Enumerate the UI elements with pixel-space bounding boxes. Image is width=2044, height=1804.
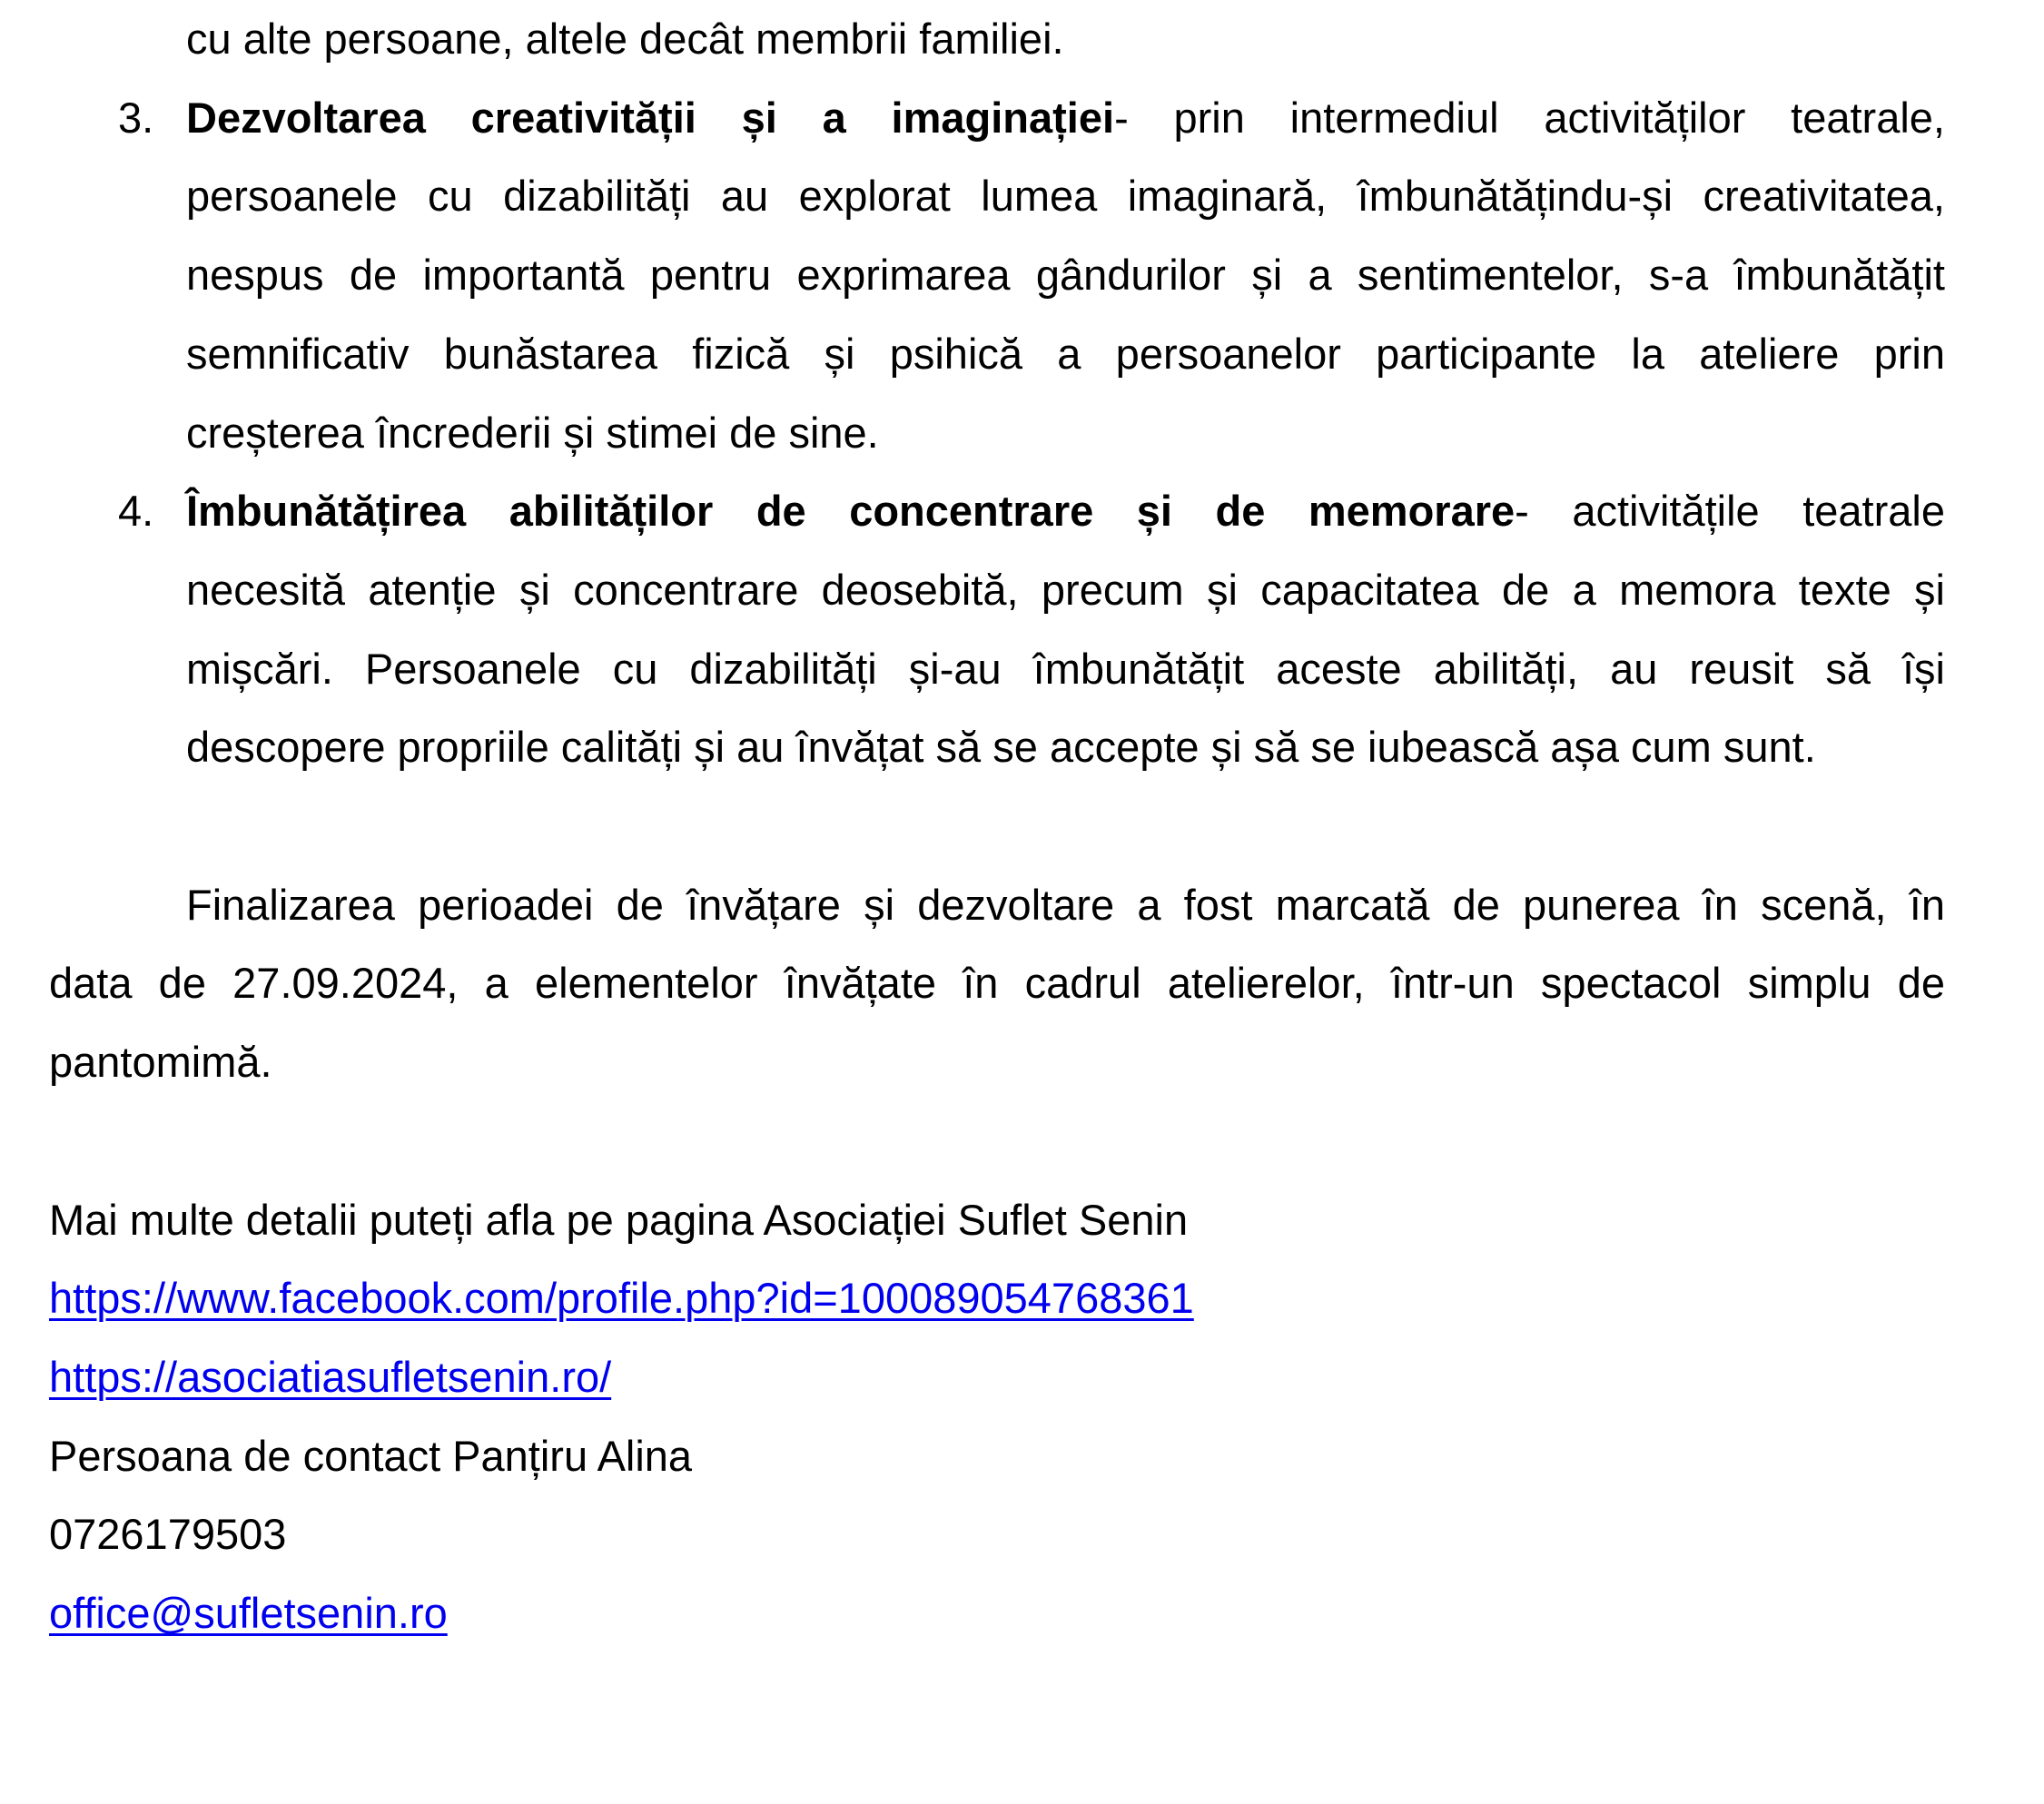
- email-link[interactable]: office@sufletsenin.ro: [49, 1589, 448, 1638]
- item4-line-1: [49, 472, 1945, 551]
- item3-line-5: creșterea încrederii și stimei de sine.: [186, 408, 879, 457]
- item4-line-4: descopere propriile calități și au învățat să se accepte și să se iubească așa cum sunt.: [186, 723, 1816, 772]
- item3-line-1: [49, 79, 1945, 158]
- item3-line-4: semnificativ bunăstarea fizică și psihică a persoanelor participante la ateliere prin: [186, 329, 1945, 378]
- website-line: [49, 1338, 1945, 1417]
- details-text: Mai multe detalii puteți afla pe pagina Asociației Suflet Senin: [49, 1195, 1189, 1244]
- contact-person: Persoana de contact Panțiru Alina: [49, 1431, 693, 1480]
- contact-block: [49, 1181, 1945, 1653]
- list-number-4: 4.: [118, 487, 154, 536]
- phone-number: 0726179503: [49, 1510, 287, 1559]
- list-item-3: [49, 79, 1945, 473]
- item4-title: Îmbunătățirea abilităților de concentrare și de memorare: [186, 487, 1516, 536]
- email-line: [49, 1574, 1945, 1653]
- item3-line-3: nespus de importantă pentru exprimarea gândurilor și a sentimentelor, s-a îmbunătățit: [186, 251, 1945, 300]
- item4-text-1: - activitățile teatrale: [1515, 487, 1945, 536]
- item4-line-3: mișcări. Persoanele cu dizabilități și-au îmbunătățit aceste abilități, au reusit să își: [186, 644, 1945, 693]
- facebook-link[interactable]: https://www.facebook.com/profile.php?id=100089054768361: [49, 1274, 1194, 1323]
- paragraph-spacer: [49, 787, 1945, 866]
- list-item-4: [49, 472, 1945, 787]
- item3-title: Dezvoltarea creativității și a imaginației: [186, 93, 1115, 142]
- facebook-line: [49, 1259, 1945, 1338]
- website-link[interactable]: https://asociatiasufletsenin.ro/: [49, 1352, 612, 1401]
- document-page: [49, 0, 1945, 1653]
- paragraph-spacer: [49, 1102, 1945, 1181]
- closing-line-2: data de 27.09.2024, a elementelor învățate în cadrul atelierelor, într-un spectacol simplu de: [49, 959, 1945, 1008]
- closing-paragraph: [49, 866, 1945, 1102]
- intro-tail-line: cu alte persoane, altele decât membrii familiei.: [186, 15, 1064, 63]
- item4-line-2: necesită atenție și concentrare deosebită, precum și capacitatea de a memora texte și: [186, 565, 1945, 614]
- closing-line-3: pantomimă.: [49, 1038, 272, 1087]
- item3-text-1: - prin intermediul activităților teatrale,: [1114, 93, 1945, 142]
- item3-line-2: persoanele cu dizabilități au explorat lumea imaginară, îmbunătățindu-și creativitatea,: [186, 172, 1945, 221]
- list-number-3: 3.: [118, 93, 154, 142]
- closing-line-1: Finalizarea perioadei de învățare și dezvoltare a fost marcată de punerea în scenă, în: [186, 880, 1945, 929]
